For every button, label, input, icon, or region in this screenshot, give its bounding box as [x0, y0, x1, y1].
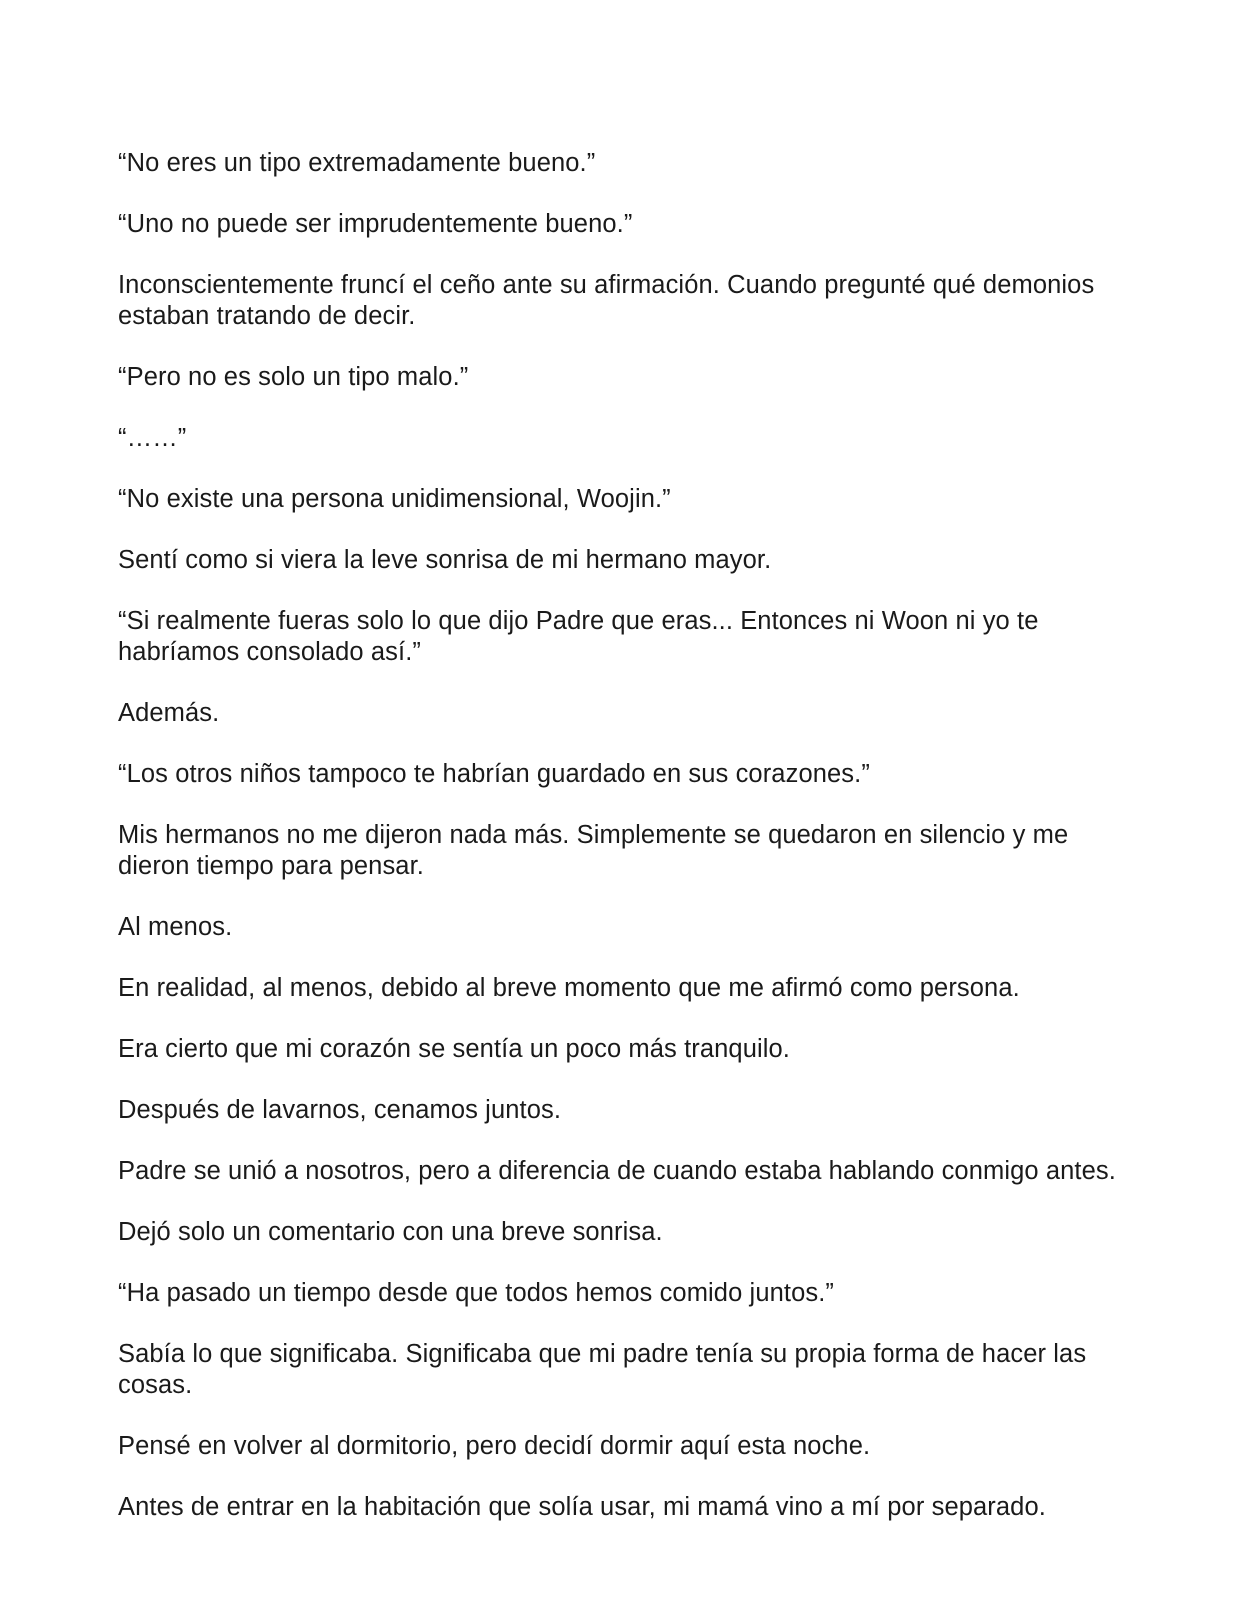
- paragraph: Sabía lo que significaba. Significaba que mi padre tenía su propia forma de hacer las cosas.: [118, 1340, 1087, 1399]
- paragraph: “Los otros niños tampoco te habrían guardado en sus corazones.”: [118, 760, 870, 788]
- paragraph: “No existe una persona unidimensional, Woojin.”: [118, 485, 671, 513]
- paragraph: “Si realmente fueras solo lo que dijo Padre que eras... Entonces ni Woon ni yo te habríamos consolado así.”: [118, 607, 1039, 666]
- paragraph: “Ha pasado un tiempo desde que todos hemos comido juntos.”: [118, 1279, 834, 1307]
- paragraph: Sentí como si viera la leve sonrisa de mi hermano mayor.: [118, 546, 772, 574]
- paragraph: Era cierto que mi corazón se sentía un poco más tranquilo.: [118, 1035, 790, 1063]
- paragraph: En realidad, al menos, debido al breve momento que me afirmó como persona.: [118, 974, 1020, 1002]
- document-body: [118, 148, 1128, 1553]
- paragraph: Mis hermanos no me dijeron nada más. Simplemente se quedaron en silencio y me dieron tiempo para pensar.: [118, 821, 1069, 880]
- paragraph: “……”: [118, 424, 187, 452]
- paragraph: Antes de entrar en la habitación que solía usar, mi mamá vino a mí por separado.: [118, 1493, 1046, 1521]
- paragraph: Padre se unió a nosotros, pero a diferencia de cuando estaba hablando conmigo antes.: [118, 1157, 1116, 1185]
- paragraph: Pensé en volver al dormitorio, pero decidí dormir aquí esta noche.: [118, 1432, 871, 1460]
- paragraph: “Pero no es solo un tipo malo.”: [118, 363, 469, 391]
- paragraph: Además.: [118, 699, 220, 727]
- paragraph: “Uno no puede ser imprudentemente bueno.”: [118, 210, 633, 238]
- paragraph: “No eres un tipo extremadamente bueno.”: [118, 149, 596, 177]
- paragraph: Después de lavarnos, cenamos juntos.: [118, 1096, 562, 1124]
- paragraph: Inconscientemente fruncí el ceño ante su afirmación. Cuando pregunté qué demonios estaban tratando de decir.: [118, 271, 1095, 330]
- paragraph: Al menos.: [118, 913, 233, 941]
- paragraph: Dejó solo un comentario con una breve sonrisa.: [118, 1218, 663, 1246]
